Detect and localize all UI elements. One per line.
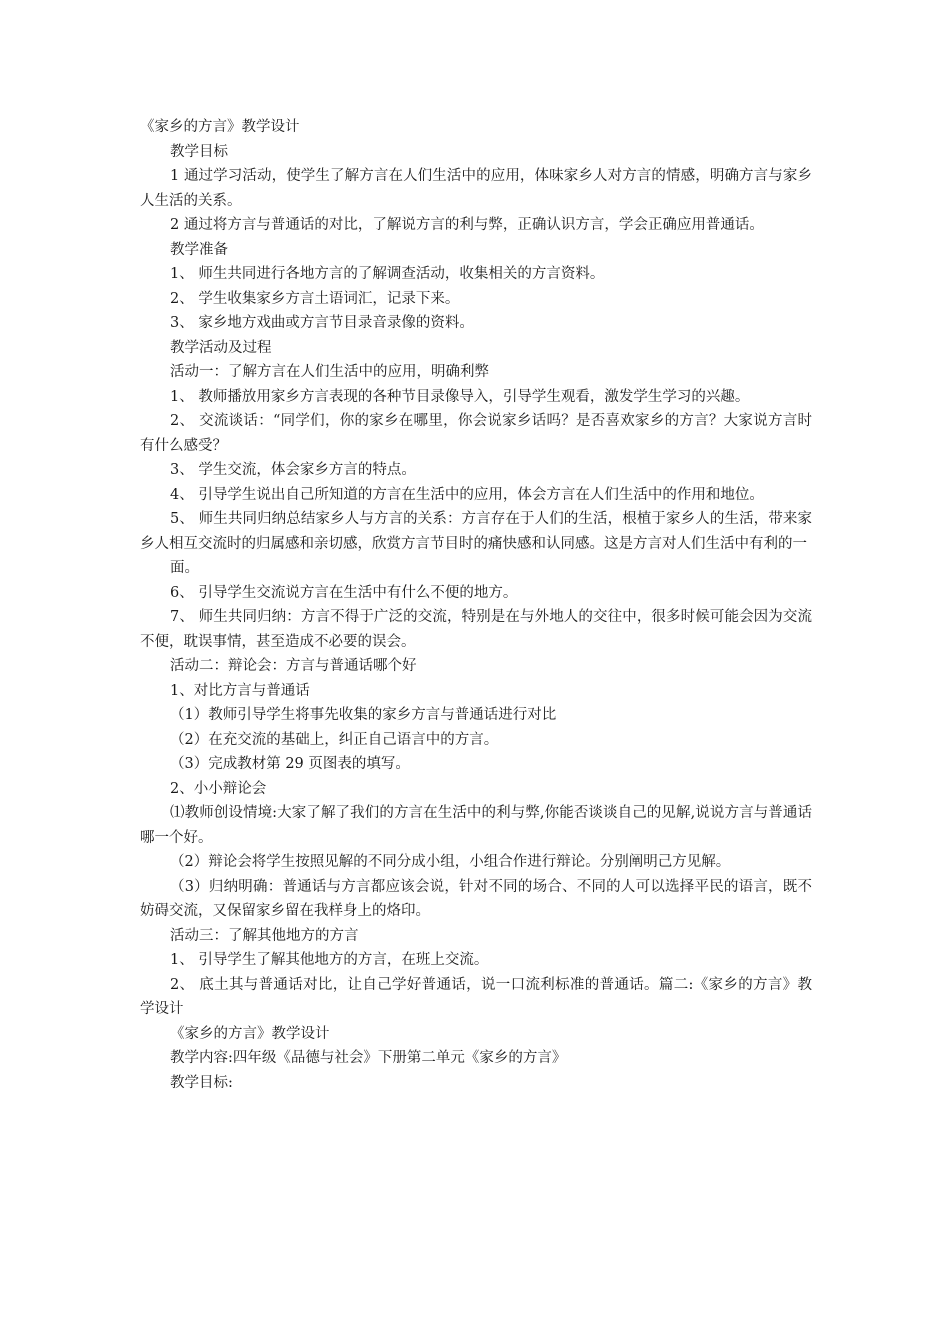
prep-item-2: 2、 学生收集家乡方言土语词汇，记录下来。	[170, 290, 460, 307]
activity-1-step-1: 1、 教师播放用家乡方言表现的各种节目录像导入，引导学生观看，激发学生学习的兴趣。	[170, 388, 750, 405]
second-document-title: 《家乡的方言》教学设计	[170, 1025, 330, 1042]
activity-3-heading: 活动三：了解其他地方的方言	[170, 927, 359, 944]
activity-1-step-3: 3、 学生交流，体会家乡方言的特点。	[170, 462, 416, 478]
activity-2-sub-2-item-1: ⑴教师创设情境:大家了解了我们的方言在生活中的利与弊,你能否谈谈自己的见解,说说方言与普通话哪一个好。	[140, 805, 812, 846]
activity-1-step-6: 6、 引导学生交流说方言在生活中有什么不便的地方。	[170, 584, 518, 601]
activity-1-step-4: 4、 引导学生说出自己所知道的方言在生活中的应用，体会方言在人们生活中的作用和地位。	[170, 486, 764, 503]
activity-2-sub-1-item-1: （1）教师引导学生将事先收集的家乡方言与普通话进行对比	[170, 707, 557, 723]
goal-1: 1 通过学习活动，使学生了解方言在人们生活中的应用，体味家乡人对方言的情感，明确方言与家乡人生活的关系。	[140, 168, 812, 209]
activity-2-sub-1-item-3: （3）完成教材第 29 页图表的填写。	[170, 756, 410, 772]
activity-2-sub-1-item-2: （2）在充交流的基础上，纠正自己语言中的方言。	[170, 731, 499, 748]
activity-1-step-2: 2、 交流谈话：“同学们，你的家乡在哪里，你会说家乡话吗？是否喜欢家乡的方言？大家说方言时有什么感受？	[140, 413, 812, 454]
section-heading-prep: 教学准备	[170, 241, 228, 258]
section-heading-goals: 教学目标	[170, 143, 228, 160]
activity-1-heading: 活动一：了解方言在人们生活中的应用，明确利弊	[170, 364, 489, 380]
activity-2-heading: 活动二：辩论会：方言与普通话哪个好	[170, 658, 417, 674]
activity-1-step-7: 7、 师生共同归纳：方言不得于广泛的交流，特别是在与外地人的交往中，很多时候可能会因为交流不便，耽误事情，甚至造成不必要的误会。	[140, 609, 812, 650]
prep-item-1: 1、 师生共同进行各地方言的了解调查活动，收集相关的方言资料。	[170, 266, 605, 282]
activity-2-sub-2-item-3: （3）归纳明确：普通话与方言都应该会说，针对不同的场合、不同的人可以选择平民的语言，既不妨碍交流，又保留家乡留在我样身上的烙印。	[140, 878, 812, 919]
activity-3-step-1: 1、 引导学生了解其他地方的方言，在班上交流。	[170, 952, 489, 968]
document-title: 《家乡的方言》教学设计	[140, 119, 300, 135]
section-heading-process: 教学活动及过程	[170, 339, 272, 356]
goal-2: 2 通过将方言与普通话的对比，了解说方言的利与弊，正确认识方言，学会正确应用普通话。	[170, 217, 764, 233]
activity-3-step-2: 2、 底土其与普通话对比，让自己学好普通话，说一口流利标准的普通话。篇二:《家乡的方言》教学设计	[140, 976, 812, 1017]
activity-2-subsection-2: 2、小小辩论会	[170, 780, 267, 797]
section-heading-goals-2: 教学目标:	[170, 1074, 233, 1091]
teaching-content-line: 教学内容:四年级《品德与社会》下册第二单元《家乡的方言》	[170, 1050, 567, 1066]
activity-2-sub-2-item-2: （2）辩论会将学生按照见解的不同分成小组，小组合作进行辩论。分别阐明己方见解。	[170, 854, 731, 870]
activity-2-subsection-1: 1、对比方言与普通话	[170, 682, 310, 699]
activity-1-step-5-continued: 面。	[170, 560, 199, 576]
prep-item-3: 3、 家乡地方戏曲或方言节目录音录像的资料。	[170, 315, 474, 331]
document-page	[140, 115, 812, 1095]
activity-1-step-5: 5、 师生共同归纳总结家乡人与方言的关系：方言存在于人们的生活，根植于家乡人的生活，带来家乡人相互交流时的归属感和亲切感，欣赏方言节目时的痛快感和认同感。这是方言对人们生活中有利的一	[140, 511, 812, 552]
